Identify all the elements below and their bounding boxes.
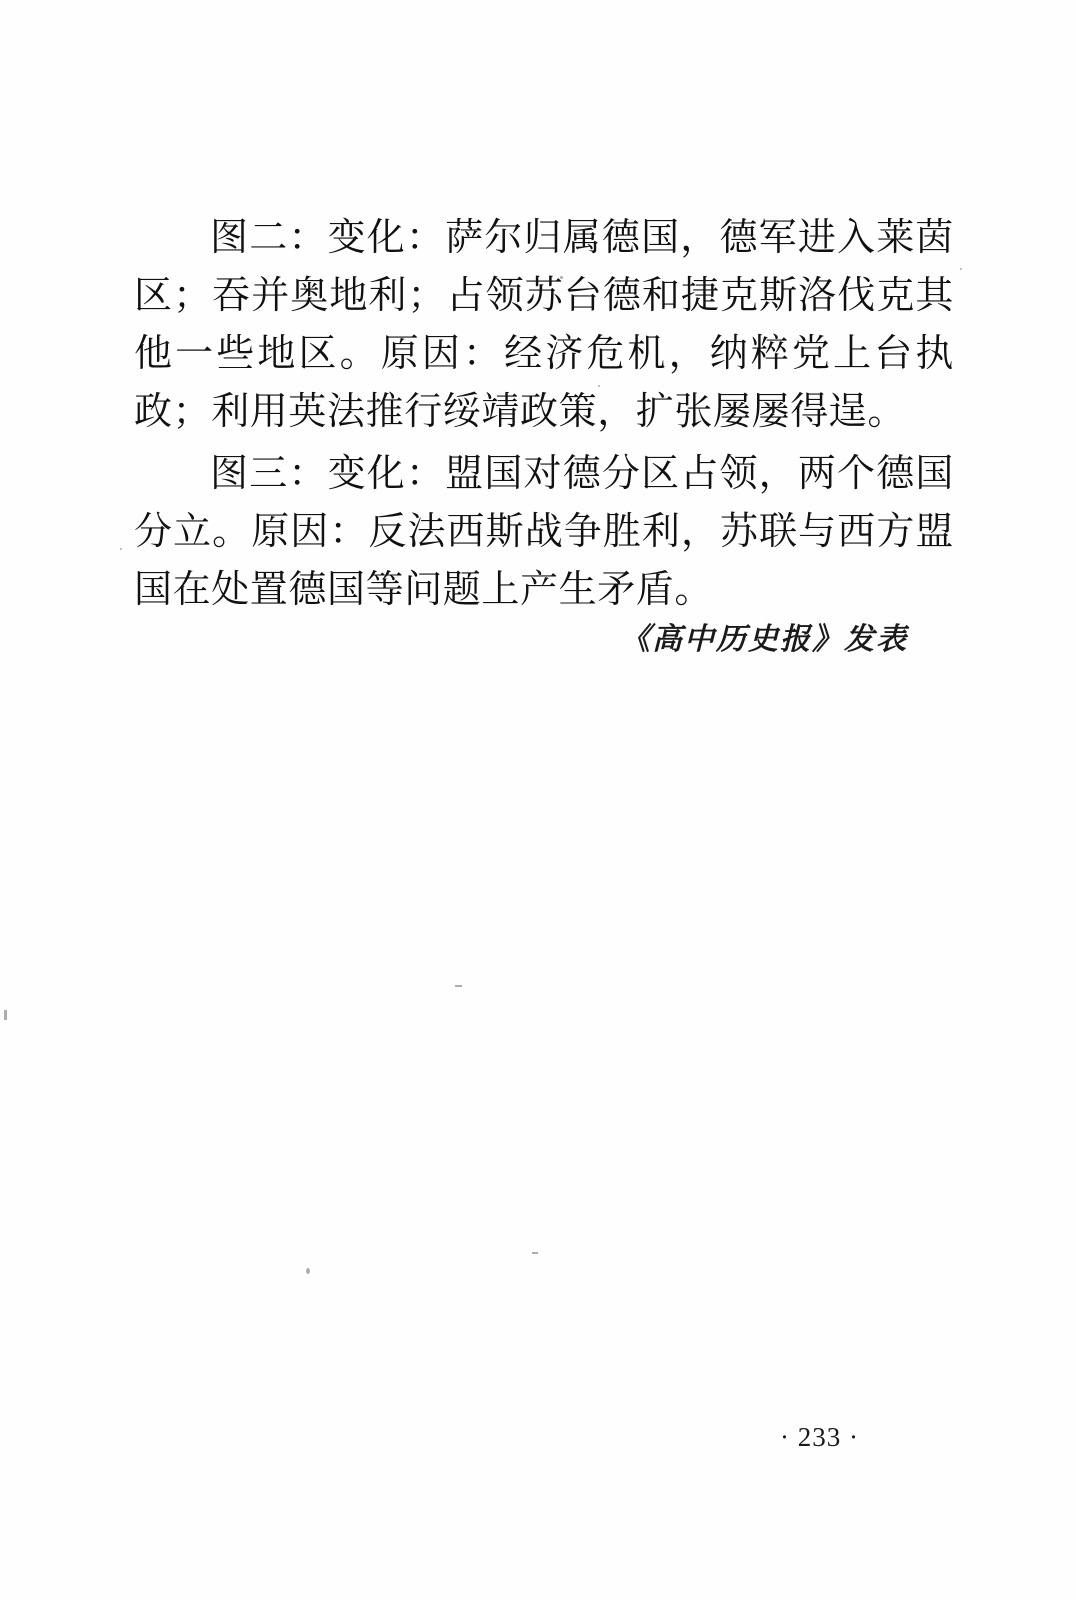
scan-speck (4, 1010, 7, 1020)
body-text (134, 208, 954, 622)
scan-speck (532, 1252, 538, 1254)
scan-speck (120, 548, 122, 550)
paragraph-figure-two: 图二：变化：萨尔归属德国，德军进入莱茵区；吞并奥地利；占领苏台德和捷克斯洛伐克其他一些地区。原因：经济危机，纳粹党上台执政；利用英法推行绥靖政策，扩张屡屡得逞。 (134, 215, 954, 433)
scan-speck (455, 985, 462, 987)
paragraph-figure-three: 图三：变化：盟国对德分区占领，两个德国分立。原因：反法西斯战争胜利，苏联与西方盟国在处置德国等问题上产生矛盾。 (134, 451, 954, 611)
source-attribution: 《高中历史报》发表 (620, 622, 908, 657)
scan-speck (306, 1268, 310, 1274)
page-number: · 233 · (780, 1422, 859, 1452)
scan-speck (960, 268, 962, 270)
